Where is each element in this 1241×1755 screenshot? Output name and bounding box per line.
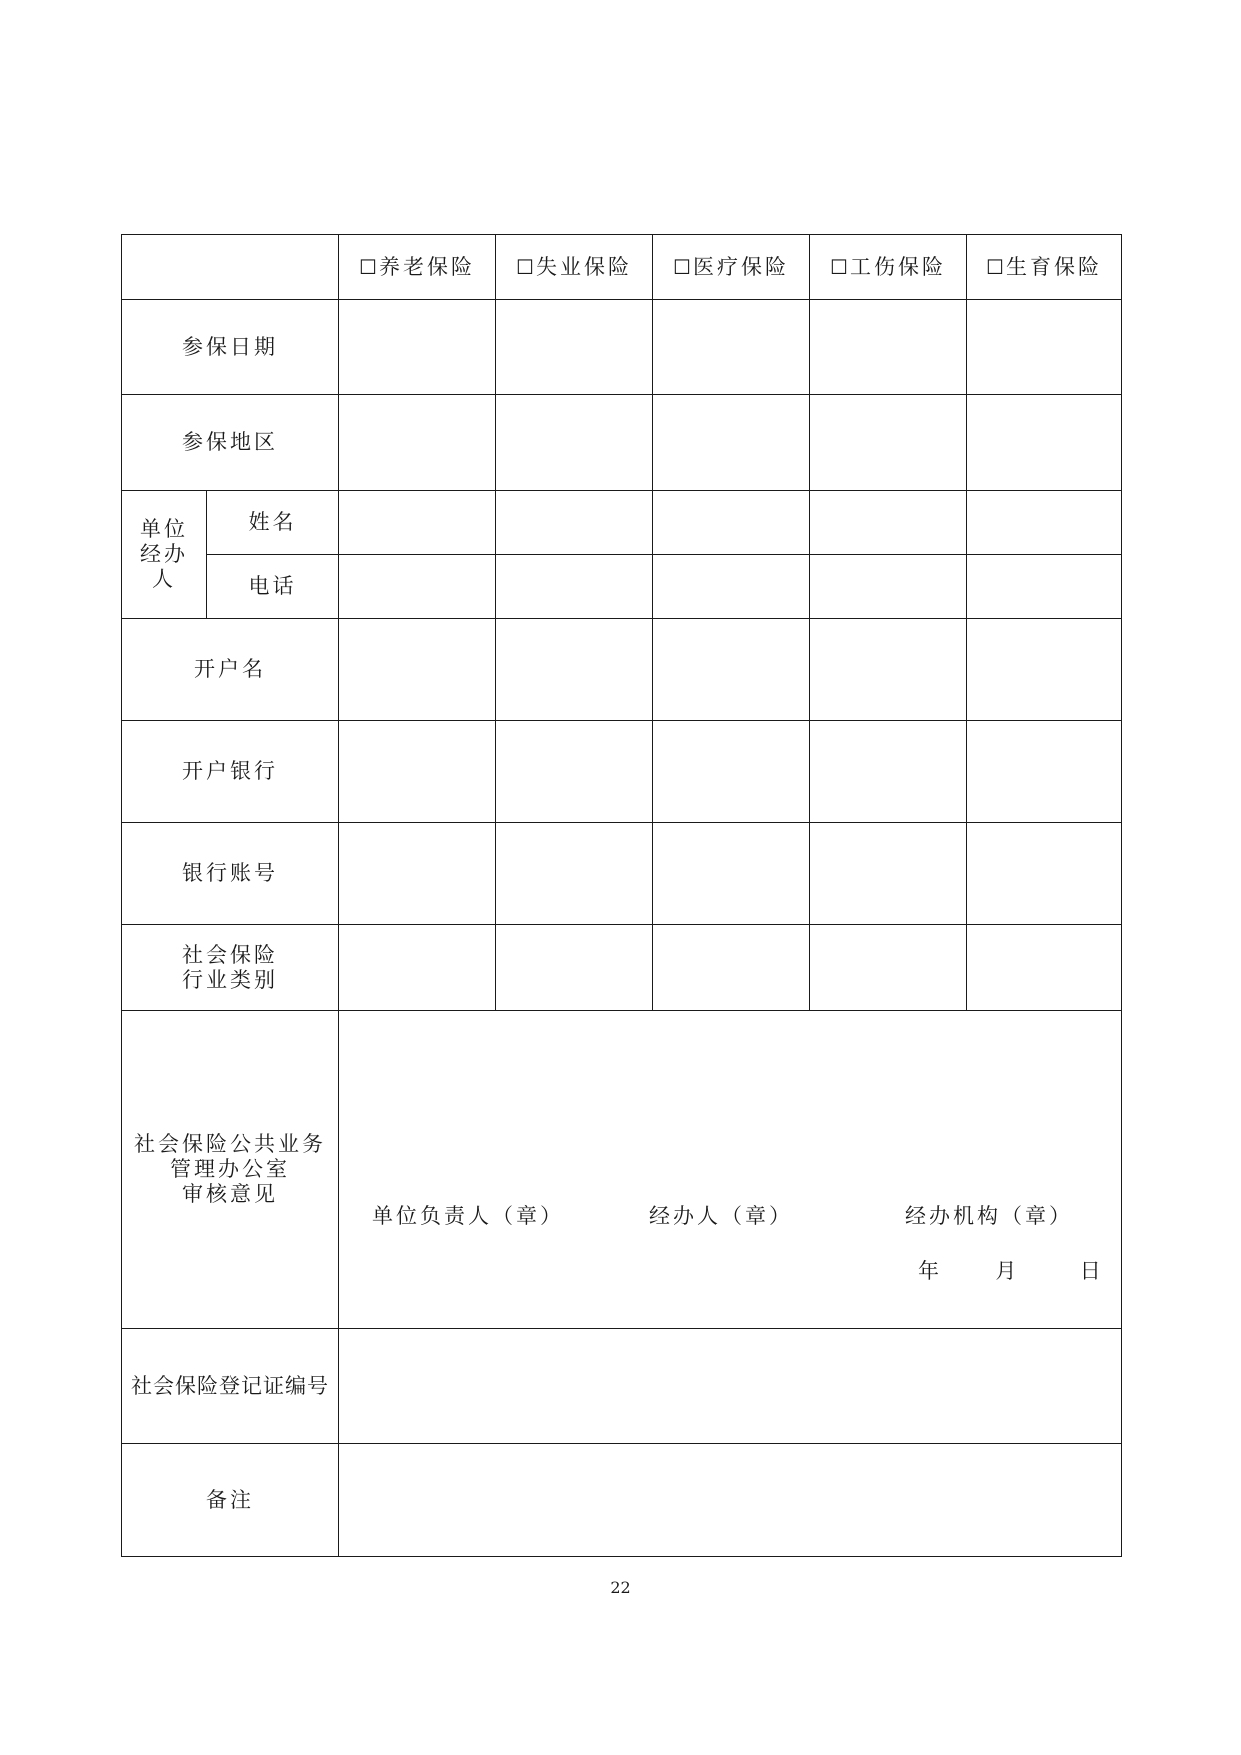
handler-name-medical-field[interactable] <box>653 491 810 555</box>
checkbox-icon[interactable]: ☐ <box>516 254 534 279</box>
handler-phone-work-injury-field[interactable] <box>810 555 967 619</box>
industry-category-work-injury-field[interactable] <box>810 925 967 1011</box>
enroll-region-work-injury-field[interactable] <box>810 395 967 491</box>
insurance-type-medical[interactable]: ☐医疗保险 <box>653 235 810 300</box>
account-name-pension-field[interactable] <box>339 619 496 721</box>
industry-category-medical-field[interactable] <box>653 925 810 1011</box>
unit-leader-seal-label: 单位负责人（章） <box>372 1204 564 1228</box>
enroll-region-maternity-field[interactable] <box>967 395 1122 491</box>
enroll-date-row <box>122 300 1122 395</box>
account-number-maternity-field[interactable] <box>967 823 1122 925</box>
registration-number-label: 社会保险登记证编号 <box>122 1329 339 1444</box>
enroll-date-work-injury-field[interactable] <box>810 300 967 395</box>
day-label: 日 <box>1079 1259 1104 1283</box>
review-opinion-field[interactable] <box>339 1011 1122 1329</box>
remarks-label: 备注 <box>122 1444 339 1557</box>
unit-handler-phone-row <box>122 555 1122 619</box>
remarks-row <box>122 1444 1122 1557</box>
account-name-work-injury-field[interactable] <box>810 619 967 721</box>
industry-category-maternity-field[interactable] <box>967 925 1122 1011</box>
enroll-region-label: 参保地区 <box>122 395 339 491</box>
industry-category-pension-field[interactable] <box>339 925 496 1011</box>
review-opinion-row <box>122 1011 1122 1329</box>
enroll-region-unemployment-field[interactable] <box>496 395 653 491</box>
enroll-date-medical-field[interactable] <box>653 300 810 395</box>
account-number-unemployment-field[interactable] <box>496 823 653 925</box>
handler-name-unemployment-field[interactable] <box>496 491 653 555</box>
checkbox-icon[interactable]: ☐ <box>673 254 691 279</box>
enroll-region-medical-field[interactable] <box>653 395 810 491</box>
industry-category-row <box>122 925 1122 1011</box>
registration-number-row <box>122 1329 1122 1444</box>
checkbox-icon[interactable]: ☐ <box>986 254 1004 279</box>
insurance-type-work-injury[interactable]: ☐工伤保险 <box>810 235 967 300</box>
account-name-maternity-field[interactable] <box>967 619 1122 721</box>
bank-row <box>122 721 1122 823</box>
insurance-type-unemployment[interactable]: ☐失业保险 <box>496 235 653 300</box>
account-name-unemployment-field[interactable] <box>496 619 653 721</box>
bank-unemployment-field[interactable] <box>496 721 653 823</box>
handler-phone-label: 电话 <box>207 555 339 619</box>
insurance-type-pension[interactable]: ☐养老保险 <box>339 235 496 300</box>
bank-maternity-field[interactable] <box>967 721 1122 823</box>
account-number-row <box>122 823 1122 925</box>
account-number-medical-field[interactable] <box>653 823 810 925</box>
review-opinion-label: 社会保险公共业务 管理办公室 审核意见 <box>122 1011 339 1329</box>
checkbox-icon[interactable]: ☐ <box>830 254 848 279</box>
account-name-label: 开户名 <box>122 619 339 721</box>
enroll-date-unemployment-field[interactable] <box>496 300 653 395</box>
enroll-date-maternity-field[interactable] <box>967 300 1122 395</box>
remarks-field[interactable] <box>339 1444 1122 1557</box>
bank-label: 开户银行 <box>122 721 339 823</box>
enroll-date-pension-field[interactable] <box>339 300 496 395</box>
handler-name-maternity-field[interactable] <box>967 491 1122 555</box>
agency-seal-label: 经办机构（章） <box>905 1204 1073 1228</box>
handler-phone-pension-field[interactable] <box>339 555 496 619</box>
handler-phone-unemployment-field[interactable] <box>496 555 653 619</box>
industry-category-label: 社会保险 行业类别 <box>122 925 339 1011</box>
bank-work-injury-field[interactable] <box>810 721 967 823</box>
unit-handler-label: 单位 经办 人 <box>122 491 207 619</box>
bank-pension-field[interactable] <box>339 721 496 823</box>
enroll-region-row <box>122 395 1122 491</box>
account-number-pension-field[interactable] <box>339 823 496 925</box>
industry-category-unemployment-field[interactable] <box>496 925 653 1011</box>
unit-handler-name-row <box>122 491 1122 555</box>
account-number-label: 银行账号 <box>122 823 339 925</box>
account-name-row <box>122 619 1122 721</box>
bank-medical-field[interactable] <box>653 721 810 823</box>
handler-phone-medical-field[interactable] <box>653 555 810 619</box>
enroll-region-pension-field[interactable] <box>339 395 496 491</box>
registration-number-field[interactable] <box>339 1329 1122 1444</box>
handler-name-pension-field[interactable] <box>339 491 496 555</box>
account-number-work-injury-field[interactable] <box>810 823 967 925</box>
month-label: 月 <box>995 1259 1020 1283</box>
year-label: 年 <box>918 1259 942 1283</box>
page-number: 22 <box>610 1578 631 1597</box>
handler-name-work-injury-field[interactable] <box>810 491 967 555</box>
header-blank-cell <box>122 235 339 300</box>
enroll-date-label: 参保日期 <box>122 300 339 395</box>
handler-phone-maternity-field[interactable] <box>967 555 1122 619</box>
registration-form-table <box>121 234 1122 1557</box>
date-line <box>918 1259 1104 1284</box>
checkbox-icon[interactable]: ☐ <box>359 254 377 279</box>
handler-seal-label: 经办人（章） <box>649 1204 793 1228</box>
account-name-medical-field[interactable] <box>653 619 810 721</box>
insurance-type-maternity[interactable]: ☐生育保险 <box>967 235 1122 300</box>
header-row <box>122 235 1122 300</box>
handler-name-label: 姓名 <box>207 491 339 555</box>
